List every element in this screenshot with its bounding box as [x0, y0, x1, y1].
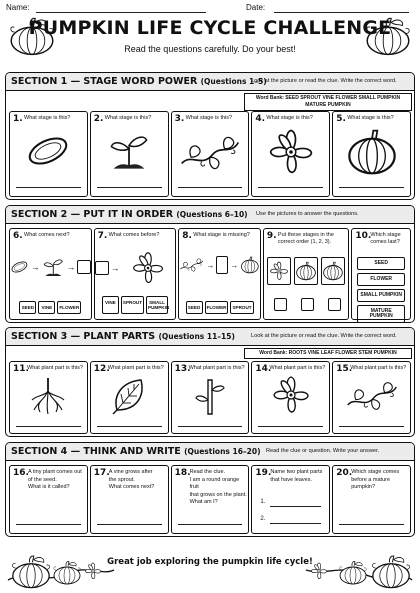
question-number: 14.	[255, 364, 272, 374]
question-7	[94, 228, 177, 320]
question-number: 6.	[13, 231, 23, 241]
question-number: 17.	[93, 468, 110, 478]
answer-options	[13, 301, 88, 314]
answer-line[interactable]	[16, 187, 81, 188]
question-text-line: A vine grows after	[108, 469, 153, 475]
arrow-icon: →	[30, 262, 40, 272]
question-text: What stage is this?	[347, 115, 394, 121]
seed-icon	[10, 132, 87, 170]
section-3-title	[11, 331, 235, 342]
answer-line[interactable]	[339, 426, 404, 427]
flower-icon	[131, 251, 165, 285]
question-number: 8.	[182, 231, 192, 241]
answer-line[interactable]	[339, 187, 404, 188]
question-text-line: Put these stages in the	[277, 232, 334, 238]
option-flower[interactable]: FLOWER	[57, 301, 81, 314]
flower-icon	[252, 128, 329, 176]
answer-number: 1.	[260, 499, 266, 505]
option-mature-pumpkin[interactable]: MATURE PUMPKIN	[357, 305, 405, 323]
name-label: Name:	[6, 3, 30, 12]
answer-line[interactable]	[16, 524, 81, 525]
section-4-boxes	[9, 465, 411, 534]
option-seed[interactable]: SEED	[357, 257, 405, 270]
question-text: What stage is this?	[24, 115, 71, 121]
question-text: What comes next?	[24, 232, 70, 238]
answer-line[interactable]	[97, 426, 162, 427]
question-14	[251, 361, 330, 434]
question-2	[90, 111, 169, 197]
question-text: What plant part is this?	[188, 365, 245, 371]
question-3	[171, 111, 250, 197]
question-10	[351, 228, 411, 320]
section-4-range: (Questions 16–20)	[184, 447, 261, 456]
question-text	[351, 469, 410, 492]
section-1-instruction: Look at the picture or read the clue. Write the correct word.	[251, 78, 397, 84]
section-2-header	[6, 206, 414, 224]
question-16	[9, 465, 88, 534]
question-18	[171, 465, 250, 534]
question-text-line: I am a round orange fruit	[189, 476, 240, 490]
order-pictures	[264, 257, 348, 285]
sequence-pictures	[10, 255, 91, 279]
question-12	[90, 361, 169, 434]
word-bank-line-2: MATURE PUMPKIN	[305, 102, 351, 108]
question-text-line: Which stage	[370, 232, 401, 238]
sequence-pictures	[95, 251, 176, 285]
section-3-title-text: SECTION 3 — PLANT PARTS	[11, 331, 156, 342]
question-number: 15.	[336, 364, 353, 374]
question-text-line: What is it called?	[28, 484, 70, 490]
section-1-header	[6, 73, 414, 91]
question-number: 1.	[13, 114, 23, 124]
page-subtitle: Read the questions carefully. Do your best!	[124, 44, 296, 54]
option-flower[interactable]: FLOWER	[205, 301, 229, 314]
question-text-line: that have leaves.	[270, 476, 312, 483]
section-4-header	[6, 443, 414, 461]
option-sprout[interactable]: SPROUT	[230, 301, 253, 314]
answer-line[interactable]	[258, 187, 323, 188]
question-text: What stage is this?	[185, 115, 233, 121]
section-1	[5, 72, 415, 200]
answer-line[interactable]	[258, 426, 323, 427]
question-8	[178, 228, 261, 320]
order-answer-box[interactable]	[274, 298, 287, 311]
section-4-instruction: Read the clue or question. Write your answer.	[266, 448, 380, 454]
answer-line[interactable]	[178, 187, 243, 188]
pumpkin-icon	[295, 261, 317, 281]
arrow-icon: →	[66, 262, 76, 272]
question-text: What plant part is this?	[350, 365, 407, 371]
question-number: 19.	[255, 468, 272, 478]
section-4-title	[11, 446, 261, 457]
question-number: 11.	[13, 364, 29, 374]
order-card	[321, 257, 345, 285]
question-number: 3.	[174, 114, 185, 124]
question-text-line: of the seed.	[28, 476, 57, 483]
sequence-pictures	[179, 255, 260, 275]
section-2	[5, 205, 415, 323]
answer-options	[357, 257, 405, 323]
vine-icon	[333, 378, 410, 414]
question-number: 20.	[336, 468, 353, 478]
pumpkin-icon	[333, 128, 410, 176]
section-3-word-bank: Word Bank: ROOTS VINE LEAF FLOWER STEM PUMPKIN	[244, 348, 412, 359]
question-9	[263, 228, 349, 320]
question-text-line: correct order (1, 2, 3).	[277, 238, 332, 245]
question-text: What plant part is this?	[27, 365, 83, 371]
question-13	[171, 361, 250, 434]
name-date-row	[6, 3, 414, 15]
section-4-title-text: SECTION 4 — THINK AND WRITE	[11, 446, 181, 457]
option-small-pumpkin[interactable]: SMALL PUMPKIN	[146, 296, 168, 314]
answer-number: 2.	[260, 516, 266, 522]
section-2-range: (Questions 6–10)	[176, 210, 248, 219]
blank-box[interactable]	[77, 260, 90, 274]
order-card	[267, 257, 291, 285]
question-1	[9, 111, 88, 197]
question-text	[109, 469, 155, 492]
question-17	[90, 465, 169, 534]
question-text: What stage is this?	[104, 115, 152, 121]
question-text-line: What am I?	[189, 499, 218, 505]
arrow-icon: →	[110, 263, 120, 273]
question-text-line: before a mature pumpkin?	[351, 476, 391, 490]
footer-message: Great job exploring the pumpkin life cycle!	[107, 557, 313, 567]
option-seed[interactable]: SEED	[19, 301, 36, 314]
question-15	[332, 361, 411, 434]
question-number: 2.	[93, 114, 104, 124]
section-1-title	[11, 76, 267, 87]
roots-icon	[10, 376, 87, 416]
order-card	[294, 257, 318, 285]
question-text-line: comes last?	[370, 238, 400, 245]
section-3	[5, 327, 415, 437]
answer-line[interactable]	[270, 523, 321, 524]
question-number: 9.	[266, 231, 277, 241]
flower-icon	[252, 375, 329, 415]
date-field[interactable]	[274, 12, 409, 13]
question-text	[270, 469, 322, 484]
question-text-line: that grows on the plant.	[189, 491, 247, 498]
stem-icon	[172, 376, 249, 416]
question-4	[251, 111, 330, 197]
option-seed[interactable]: SEED	[186, 301, 203, 314]
answer-line[interactable]	[178, 524, 243, 525]
section-1-boxes	[9, 111, 411, 197]
date-label: Date:	[246, 3, 266, 12]
question-number: 5.	[336, 114, 346, 124]
section-3-header	[6, 328, 414, 346]
answer-options	[182, 301, 257, 314]
question-number: 13.	[174, 364, 191, 374]
question-text-line: Read the clue.	[189, 469, 226, 475]
option-small-pumpkin[interactable]: SMALL PUMPKIN	[357, 289, 405, 302]
order-answer-box[interactable]	[328, 298, 341, 311]
answer-line[interactable]	[178, 426, 243, 427]
question-5	[332, 111, 411, 197]
order-answer-box[interactable]	[301, 298, 314, 311]
question-number: 10.	[355, 231, 372, 241]
sprout-icon	[42, 255, 65, 279]
question-11	[9, 361, 88, 434]
vine-icon	[172, 132, 249, 174]
sprout-icon	[91, 128, 168, 174]
section-2-title	[11, 209, 248, 220]
section-3-boxes	[9, 361, 411, 434]
question-number: 4.	[255, 114, 266, 124]
answer-line[interactable]	[16, 426, 81, 427]
answer-options	[98, 296, 173, 314]
question-text: What plant part is this?	[269, 365, 326, 371]
name-field[interactable]	[36, 12, 206, 13]
pumpkin-icon	[240, 255, 260, 275]
page-title: PUMPKIN LIFE CYCLE CHALLENGE	[28, 17, 392, 39]
question-number: 7.	[97, 231, 108, 241]
vine-icon	[179, 255, 204, 275]
question-number: 18.	[174, 468, 191, 478]
question-text	[28, 469, 82, 492]
blank-box[interactable]	[216, 256, 228, 274]
arrow-icon: →	[206, 260, 215, 270]
option-flower[interactable]: FLOWER	[357, 273, 405, 286]
option-vine[interactable]: VINE	[102, 296, 119, 314]
flower-icon	[269, 261, 289, 281]
section-4	[5, 442, 415, 537]
question-number: 12.	[93, 364, 110, 374]
option-sprout[interactable]: SPROUT	[121, 296, 144, 314]
section-3-instruction: Look at the picture or read the clue. Write the correct word.	[251, 333, 397, 339]
question-text-line: Name two plant parts	[270, 469, 323, 475]
question-text-line: What comes next?	[108, 484, 155, 490]
word-bank-line-1: Word Bank: SEED SPROUT VINE FLOWER SMALL PUMPKIN	[255, 95, 401, 101]
pumpkin-icon	[322, 261, 344, 281]
blank-box[interactable]	[95, 261, 109, 275]
section-3-range: (Questions 11–15)	[158, 332, 235, 341]
answer-line[interactable]	[270, 506, 321, 507]
question-number: 16.	[13, 468, 29, 478]
arrow-icon: →	[230, 260, 239, 270]
question-text-line: Which stage comes	[351, 469, 400, 475]
question-text	[370, 232, 400, 245]
section-1-range: (Questions 1–5)	[200, 77, 267, 86]
question-text	[190, 469, 249, 507]
answer-line[interactable]	[339, 524, 404, 525]
question-text: What comes before?	[108, 232, 160, 238]
section-1-word-bank	[244, 93, 412, 111]
option-vine[interactable]: VINE	[38, 301, 55, 314]
leaf-icon	[91, 376, 168, 416]
answer-line[interactable]	[97, 524, 162, 525]
question-text	[278, 232, 334, 245]
section-2-instruction: Use the pictures to answer the questions.	[256, 211, 359, 217]
answer-line[interactable]	[97, 187, 162, 188]
question-text: What stage is missing?	[193, 232, 250, 238]
question-text-line: the sprout.	[108, 476, 135, 483]
section-2-boxes	[9, 228, 411, 320]
question-19	[251, 465, 330, 534]
question-text-line: A tiny plant comes out	[28, 469, 82, 475]
seed-icon	[10, 259, 29, 275]
section-2-title-text: SECTION 2 — PUT IT IN ORDER	[11, 209, 174, 220]
question-text: What stage is this?	[266, 115, 313, 121]
question-text: What plant part is this?	[107, 365, 164, 371]
question-20	[332, 465, 411, 534]
question-6	[9, 228, 92, 320]
section-1-title-text: SECTION 1 — STAGE WORD POWER	[11, 76, 198, 87]
